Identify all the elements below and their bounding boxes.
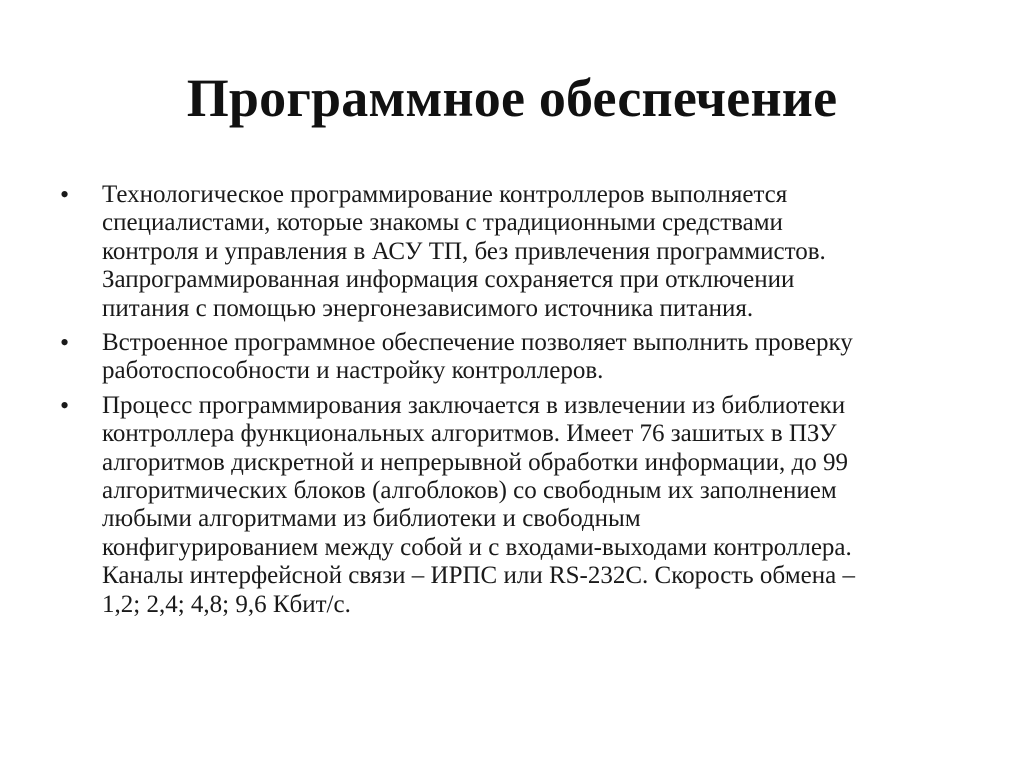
slide-title: Программное обеспечение [186,68,838,128]
text-line: питания с помощью энергонезависимого источника питания. [102,294,754,322]
bullet-item [57,181,977,323]
text-line: конфигурированием между собой и с входами-выходами контроллера. [102,533,852,561]
bullet-marker: • [60,180,70,209]
text-line: алгоритмических блоков (алгоблоков) со свободным их заполнением [102,477,837,505]
text-line: любыми алгоритмами из библиотеки и свободным [102,505,641,533]
text-line: Технологическое программирование контроллеров выполняется [102,181,788,208]
text-line: контроллера функциональных алгоритмов. Имеет 76 зашитых в ПЗУ [102,420,837,448]
bullet-item [57,392,977,619]
bullet-text [102,392,977,619]
text-line: Процесс программирования заключается в извлечении из библиотеки [102,391,846,419]
text-line: алгоритмов дискретной и непрерывной обработки информации, до 99 [102,448,848,476]
bullet-item [57,329,977,386]
text-line: специалистами, которые знакомы с традиционными средствами [102,209,783,237]
text-line: 1,2; 2,4; 4,8; 9,6 Кбит/с. [102,590,351,618]
text-line: Встроенное программное обеспечение позволяет выполнить проверку [102,329,853,357]
text-line: Каналы интерфейсной связи – ИРПС или RS-232С. Скорость обмена – [102,562,856,590]
bullet-marker: • [60,328,70,358]
text-line: Запрограммированная информация сохраняется при отключении [102,266,795,294]
bullet-text [102,329,977,386]
text-line: работоспособности и настройку контроллеров. [102,357,604,385]
bullet-text [102,181,977,323]
text-line: контроля и управления в АСУ ТП, без привлечения программистов. [102,237,826,265]
bullet-marker: • [60,390,70,420]
bullet-list [57,181,977,625]
